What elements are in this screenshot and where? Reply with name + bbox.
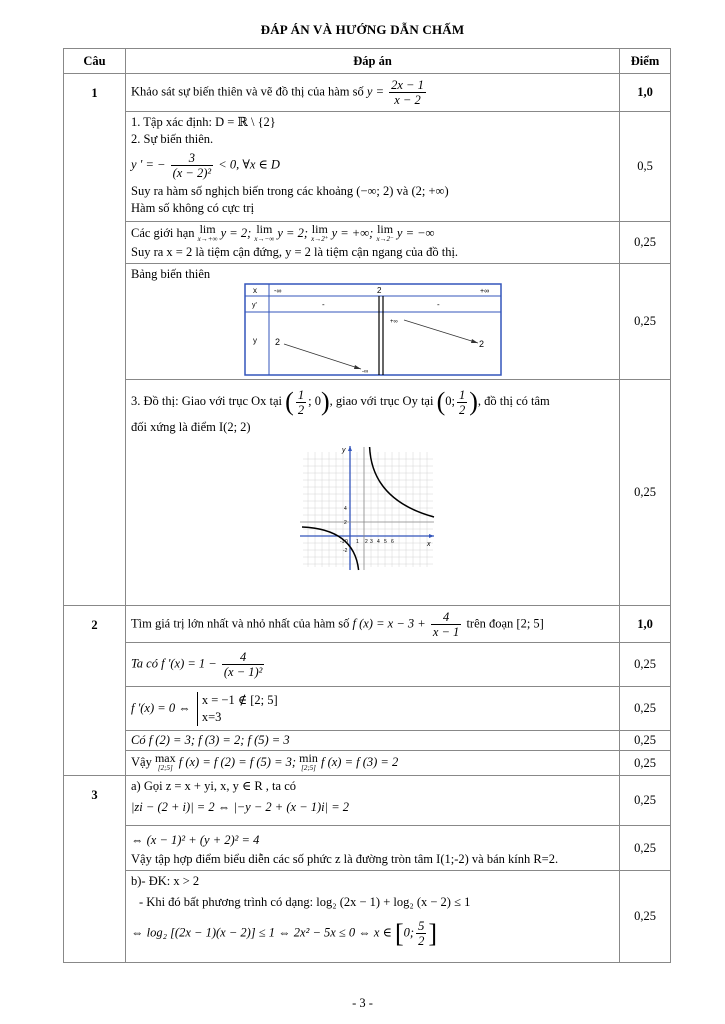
tick-x-0: -1 [340,539,345,546]
bbt-y-pinf: +∞ [390,319,398,325]
q3-circle-row [64,826,671,871]
header-answer: Đáp án [126,49,620,74]
q1-graph-row [64,380,671,606]
q1-bbt-row [64,264,671,380]
graph-x-label: x [427,541,431,549]
q1-score-4: 0,25 [620,380,671,606]
q2-critical: f '(x) = 0 ⇔ x = −1 ∉ [2; 5] x=3 [126,687,620,731]
tick-y-0: 4 [344,506,347,513]
q2-score-2: 0,25 [620,687,671,731]
bbt-minus-1: - [322,300,325,309]
bbt-x-two: 2 [377,286,382,295]
q1-limits-cell: Các giới hạn lim x→+∞ y = 2; lim x→−∞ y = 2; lim x→2⁺ y = +∞; lim x→2⁻ y = −∞ Suy ra x = 2 là tiệm cận đứng, y = 2 là tiệm cận ngang của đồ thị. [126,222,620,264]
bbt-y-start: 2 [275,337,281,347]
q3-number: 3 [64,776,126,963]
page-title: ĐÁP ÁN VÀ HƯỚNG DẪN CHẤM [260,22,465,37]
q3-a-row [64,776,671,826]
header-score: Điểm [620,49,671,74]
page-number: - 3 - [352,996,373,1010]
q3-b: b)- ĐK: x > 2 - Khi đó bất phương trình có dạng: log₂ (2x − 1) + log₂ (x − 2) ≤ 1 ⇔ log₂ [(2x − 1)(x − 2)] ≤ 1 ⇔ 2x² − 5x ≤ 0 ⇔ x ∈ [0; $\frac{5}{2}$ ] [126,871,620,963]
q1-score-3: 0,25 [620,264,671,380]
q2-values-row [64,731,671,751]
q2-intro-row [64,606,671,643]
q1-score-2: 0,25 [620,222,671,264]
q2-intro: Tìm giá trị lớn nhất và nhỏ nhất của hàm số f (x) = x − 3 + $\frac{4}{x - 1}$ trên đoạn [2; 5] [126,606,620,643]
q1-graph-cell: 3. Đồ thị: Giao với trục Ox tại ( $\frac{1}{2}$ ; 0), giao với trục Oy tại (0; $\frac{1}{2}$ ), đồ thị có tâm đối xứng là điểm I(2; 2) y x -1 0 1 2 3 4 5 6 4 2 -2 [126,380,620,606]
tick-x-6: 5 [384,539,387,546]
q1-bbt-cell: Bảng biến thiên x y' y -∞ 2 +∞ - - 2 -∞ +∞ 2 [126,264,620,380]
q2-derivative: Ta có f '(x) = 1 − $\frac{4}{\text{(x − 1)²}}$ [126,643,620,687]
q2-score-total: 1,0 [620,606,671,643]
tick-x-4: 3 [370,539,373,546]
tick-y-2: -2 [343,548,348,555]
q3-score-1: 0,25 [620,776,671,826]
q2-score-1: 0,25 [620,643,671,687]
function-graph [288,442,438,572]
q2-score-3: 0,25 [620,731,671,751]
tick-x-1: 0 [345,539,348,546]
tick-x-2: 1 [356,539,359,546]
q2-result: Vậy max [2;5] f (x) = f (2) = f (5) = 3; min [2;5] f (x) = f (3) = 2 [126,751,620,776]
q2-number: 2 [64,606,126,776]
q3-a: a) Gọi z = x + yi, x, y ∈ R , ta có |zi − (2 + i)| = 2 ⇔ |−y − 2 + (x − 1)i| = 2 [126,776,620,826]
bbt-y-label: y [253,336,257,345]
q2-derivative-row [64,643,671,687]
bbt-yp-label: y' [252,302,257,309]
bbt-x-pinf: +∞ [480,288,490,295]
header-row [64,49,671,74]
bbt-x-label: x [253,286,257,295]
q1-score-1: 0,5 [620,112,671,222]
bbt-minus-2: - [437,300,440,309]
graph-branch-right [370,447,434,517]
q2-critical-row [64,687,671,731]
q3-score-2: 0,25 [620,826,671,871]
q2-result-row [64,751,671,776]
q3-score-3: 0,25 [620,871,671,963]
tick-y-1: 2 [344,520,347,527]
tick-x-7: 6 [391,539,394,546]
graph-y-label: y [342,447,346,455]
q1-intro-row [64,74,671,112]
q1-domain-cell: 1. Tập xác định: D = ℝ \ {2} 2. Sự biến thiên. y ' = − $\frac{3}{\text{(x − 2)²}}$ < 0, ∀x ∈ D Suy ra hàm số nghịch biến trong các khoảng (−∞; 2) và (2; +∞) Hàm số không có cực trị [126,112,620,222]
answer-table [63,48,671,963]
variation-table [244,283,504,377]
q1-intro: Khảo sát sự biến thiên và vẽ đồ thị của hàm số y = $\frac{2x - 1}{x - 2}$ [126,74,620,112]
q1-limits-row [64,222,671,264]
bbt-x-minf: -∞ [274,288,282,295]
tick-x-3: 2 [365,539,368,546]
q1-number: 1 [64,74,126,606]
q1-domain-row [64,112,671,222]
q2-values: Có f (2) = 3; f (3) = 2; f (5) = 3 [126,731,620,751]
bbt-y-minf: -∞ [362,369,369,375]
tick-x-5: 4 [377,539,380,546]
header-question: Câu [64,49,126,74]
q2-score-4: 0,25 [620,751,671,776]
bbt-y-end: 2 [479,339,485,349]
q3-circle: ⇔ (x − 1)² + (y + 2)² = 4 Vậy tập hợp điểm biểu diễn các số phức z là đường tròn tâm I(1;-2) và bán kính R=2. [126,826,620,871]
q3-b-row [64,871,671,963]
q1-score-total: 1,0 [620,74,671,112]
